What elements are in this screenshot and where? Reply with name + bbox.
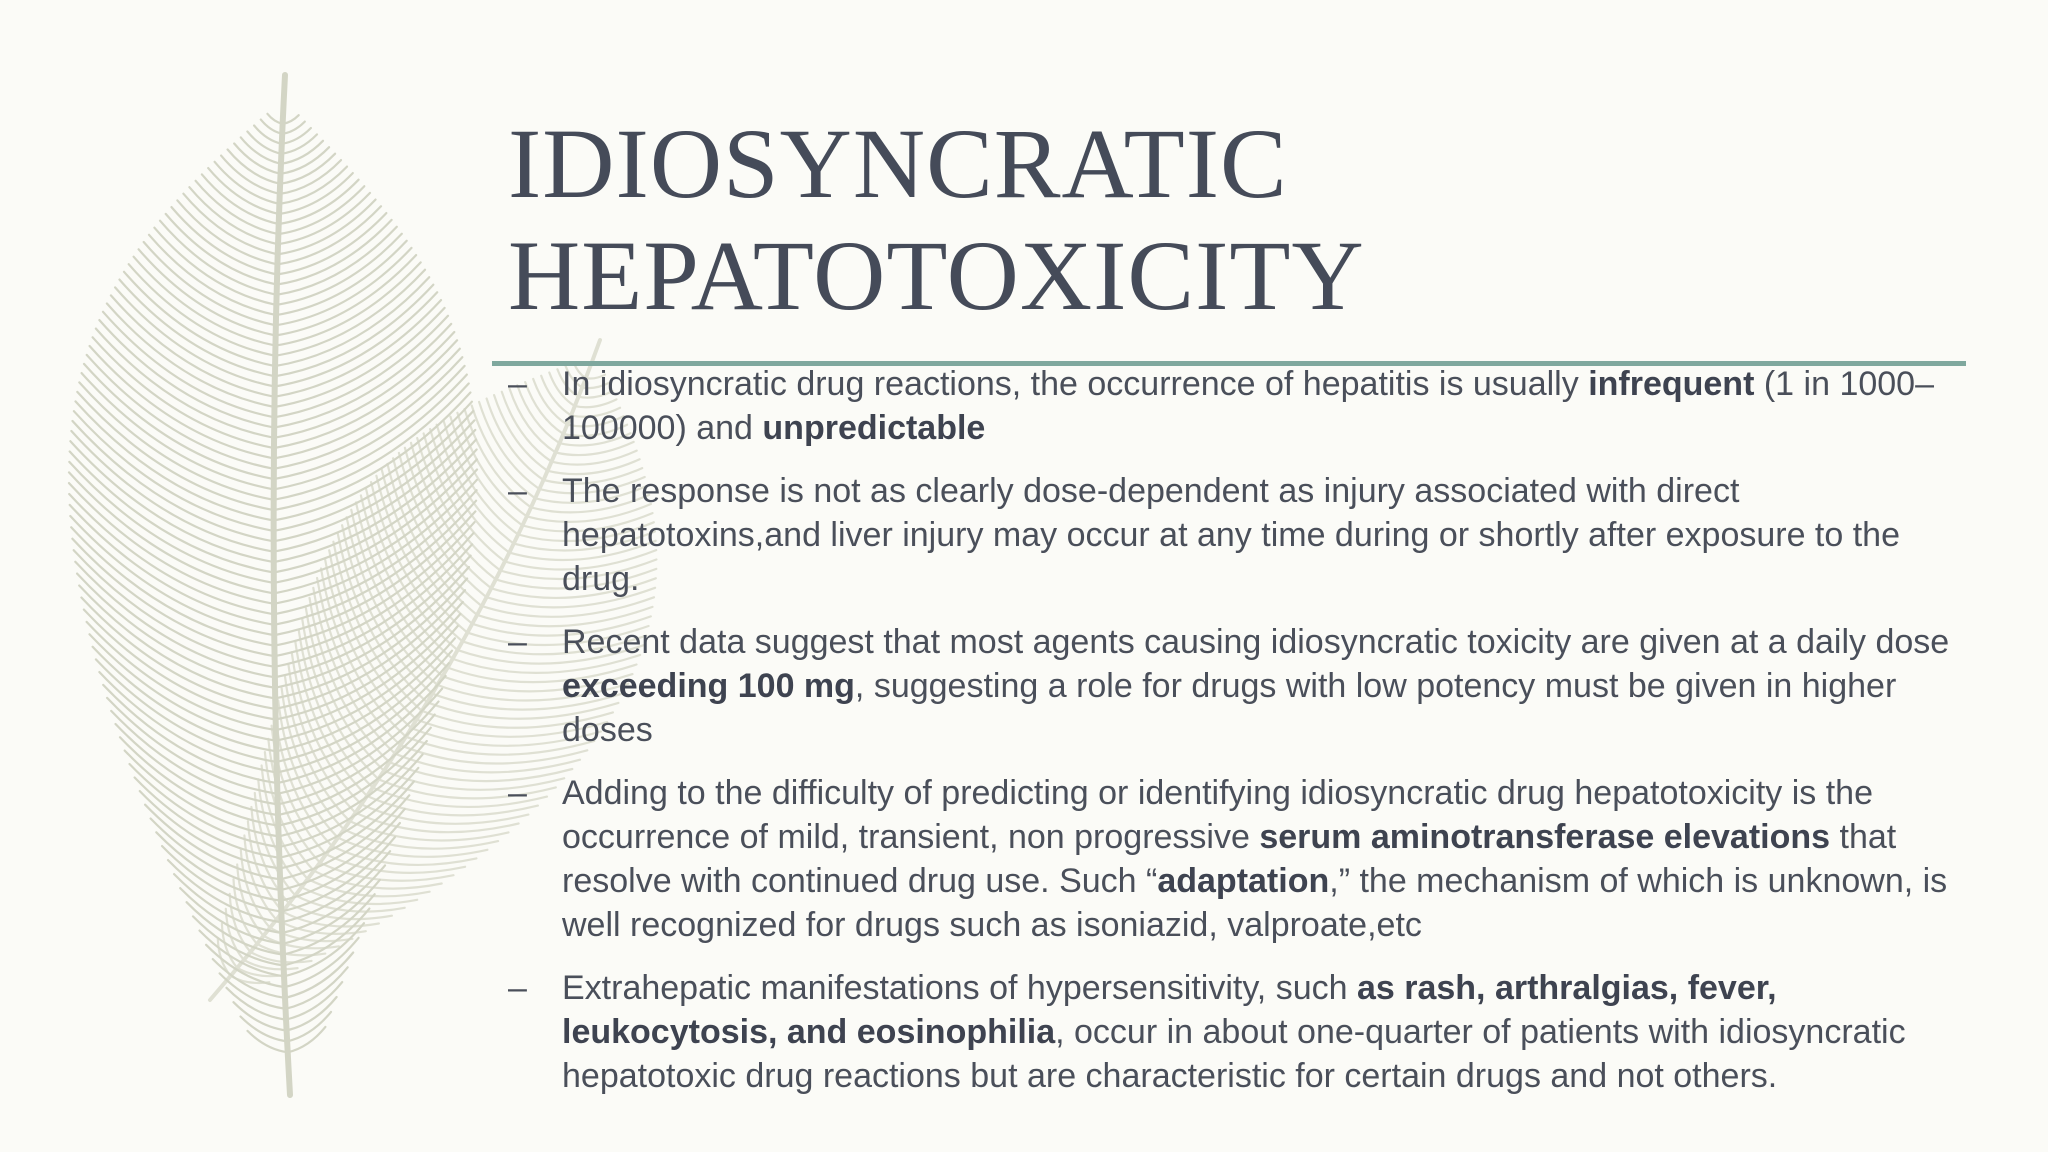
title-line-1: IDIOSYNCRATIC [508,108,1288,219]
bullet-item [508,771,1950,947]
bullet-text: The response is not as clearly dose-dependent as injury associated with direct hepatotoxins,and liver injury may occur at any time during or shortly after exposure to the drug. [562,472,1901,598]
title-line-2: HEPATOTOXICITY [508,220,1365,331]
bullet-text: Recent data suggest that most agents causing idiosyncratic toxicity are given at a daily dose exceeding 100 mg, suggesting a role for drugs with low potency must be given in higher doses [562,623,1950,749]
bullet-dash: – [508,472,527,510]
bullet-list [508,362,1950,1117]
bullet-dash: – [508,365,527,403]
bullet-item [508,469,1950,601]
bullet-text: In idiosyncratic drug reactions, the occurrence of hepatitis is usually infrequent (1 in 1000–100000) and unpredictable [562,365,1934,447]
page-title [508,108,1365,332]
bullet-dash: – [508,969,527,1007]
bullet-text: Extrahepatic manifestations of hypersensitivity, such as rash, arthralgias, fever, leukocytosis, and eosinophilia, occur in about one-quarter of patients with idiosyncratic hepatotoxic drug reactions but are characteristic for certain drugs and not others. [562,969,1906,1095]
bullet-item [508,966,1950,1098]
bullet-text: Adding to the difficulty of predicting or identifying idiosyncratic drug hepatotoxicity is the occurrence of mild, transient, non progressive serum aminotransferase elevations that resolve with continued drug use. Such “adaptation,” the mechanism of which is unknown, is well recognized for drugs such as isoniazid, valproate,etc [562,774,1948,944]
bullet-item [508,362,1950,450]
bullet-dash: – [508,774,527,812]
bullet-dash: – [508,623,527,661]
bullet-item [508,620,1950,752]
